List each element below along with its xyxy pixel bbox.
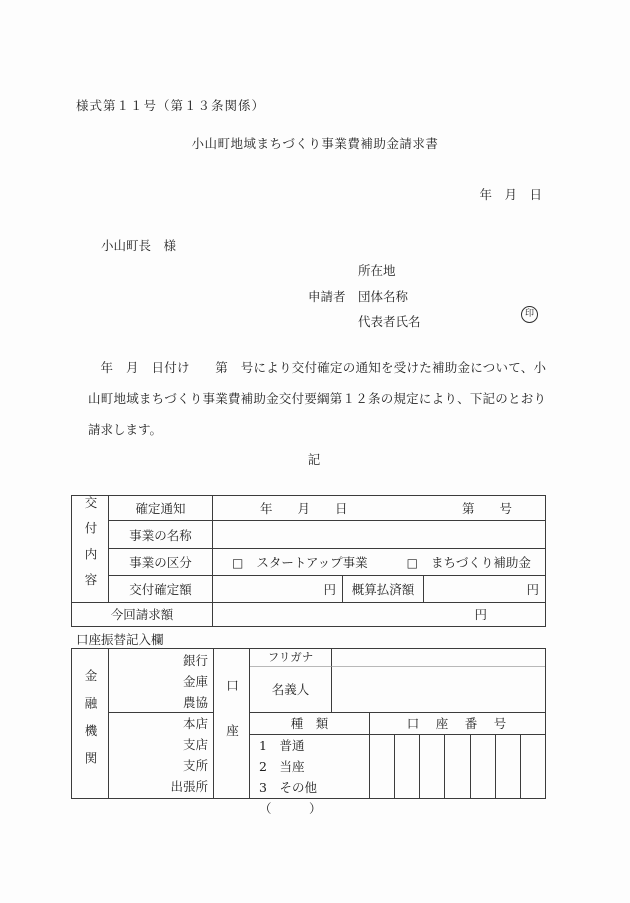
confirmed-amount-field[interactable]: 円 [213, 576, 343, 602]
grant-table-side-label: 交付内容 [83, 496, 98, 599]
request-amount-field[interactable]: 円 [213, 602, 546, 626]
page-title: 小山町地域まちづくり事業費補助金請求書 [191, 136, 439, 151]
financial-institution-header [72, 649, 109, 798]
account-type-option: 1 普通 [259, 738, 305, 753]
confirm-notice-number: 第 号 [461, 501, 512, 517]
branch-type-item: 本店 [182, 716, 208, 731]
project-name-field[interactable] [213, 521, 546, 549]
record-heading: 記 [307, 452, 323, 467]
account-number-digit-box[interactable] [444, 735, 469, 798]
project-type-field [213, 549, 546, 576]
option-startup [232, 553, 368, 571]
branch-type-item: 支所 [182, 758, 208, 773]
body-paragraph: 年 月 日付け 第 号により交付確定の通知を受けた補助金について、小山町地域まちづくり事業費補助金交付要綱第１２条の規定により、下記のとおり請求します。 [88, 360, 546, 437]
checkbox-machizukuri-icon[interactable]: □ [406, 556, 418, 571]
branch-type-item: 支店 [182, 737, 208, 752]
request-amount-label: 今回請求額 [72, 602, 213, 626]
bank-type-cell [109, 649, 214, 713]
confirm-notice-label: 確定通知 [109, 496, 213, 521]
project-type-label: 事業の区分 [109, 549, 213, 576]
furigana-label: フリガナ [250, 649, 332, 667]
applicant-label: 申請者 [308, 289, 346, 304]
account-header [214, 649, 250, 798]
grant-table-side-header [72, 496, 109, 603]
option-machizukuri [407, 553, 531, 571]
checkbox-startup-icon[interactable]: □ [232, 556, 244, 571]
project-name-label: 事業の名称 [109, 521, 213, 549]
account-number-boxes [370, 735, 545, 798]
group-name-label: 団体名称 [358, 289, 409, 304]
branch-type-item: 出張所 [170, 779, 208, 794]
account-type-options [250, 735, 370, 816]
account-type-option: 2 当座 [259, 759, 305, 774]
confirm-notice-field[interactable] [213, 496, 546, 521]
addressee: 小山町長 様 [101, 238, 177, 253]
grant-table [71, 495, 546, 627]
bank-type-item: 金庫 [182, 674, 208, 689]
account-number-digit-box[interactable] [470, 735, 495, 798]
holder-label: 名義人 [250, 667, 332, 713]
form-number: 様式第１１号（第１３条関係） [76, 98, 266, 113]
financial-institution-label: 金融機関 [83, 668, 98, 779]
account-number-digit-box[interactable] [520, 735, 545, 798]
account-number-digit-box[interactable] [495, 735, 520, 798]
option-startup-label: スタートアップ事業 [256, 555, 368, 571]
seal-character: 印 [524, 309, 534, 319]
representative-label: 代表者氏名 [358, 314, 421, 329]
holder-field[interactable] [332, 667, 545, 713]
account-number-header: 口 座 番 号 [370, 713, 545, 735]
prepaid-amount-label: 概算払済額 [343, 576, 424, 602]
date-line: 年 月 日 [479, 187, 542, 202]
account-table [71, 648, 546, 816]
bank-type-item: 銀行 [182, 653, 208, 668]
account-type-header: 種 類 [250, 713, 370, 735]
account-section-caption: 口座振替記入欄 [76, 632, 164, 647]
account-type-option: 3 その他（ ） [259, 780, 322, 816]
confirmed-amount-label: 交付確定額 [109, 576, 213, 602]
confirm-notice-date: 年 月 日 [260, 501, 348, 517]
address-label: 所在地 [358, 263, 396, 278]
option-machizukuri-label: まちづくり補助金 [430, 555, 531, 571]
bank-type-item: 農協 [182, 695, 208, 710]
furigana-field[interactable] [332, 649, 545, 667]
account-number-digit-box[interactable] [419, 735, 444, 798]
account-label: 口座 [224, 678, 240, 769]
seal-icon [521, 306, 538, 323]
branch-type-cell [109, 713, 214, 798]
account-number-digit-box[interactable] [394, 735, 419, 798]
prepaid-amount-field[interactable]: 円 [424, 576, 546, 602]
account-number-digit-box[interactable] [370, 735, 394, 798]
